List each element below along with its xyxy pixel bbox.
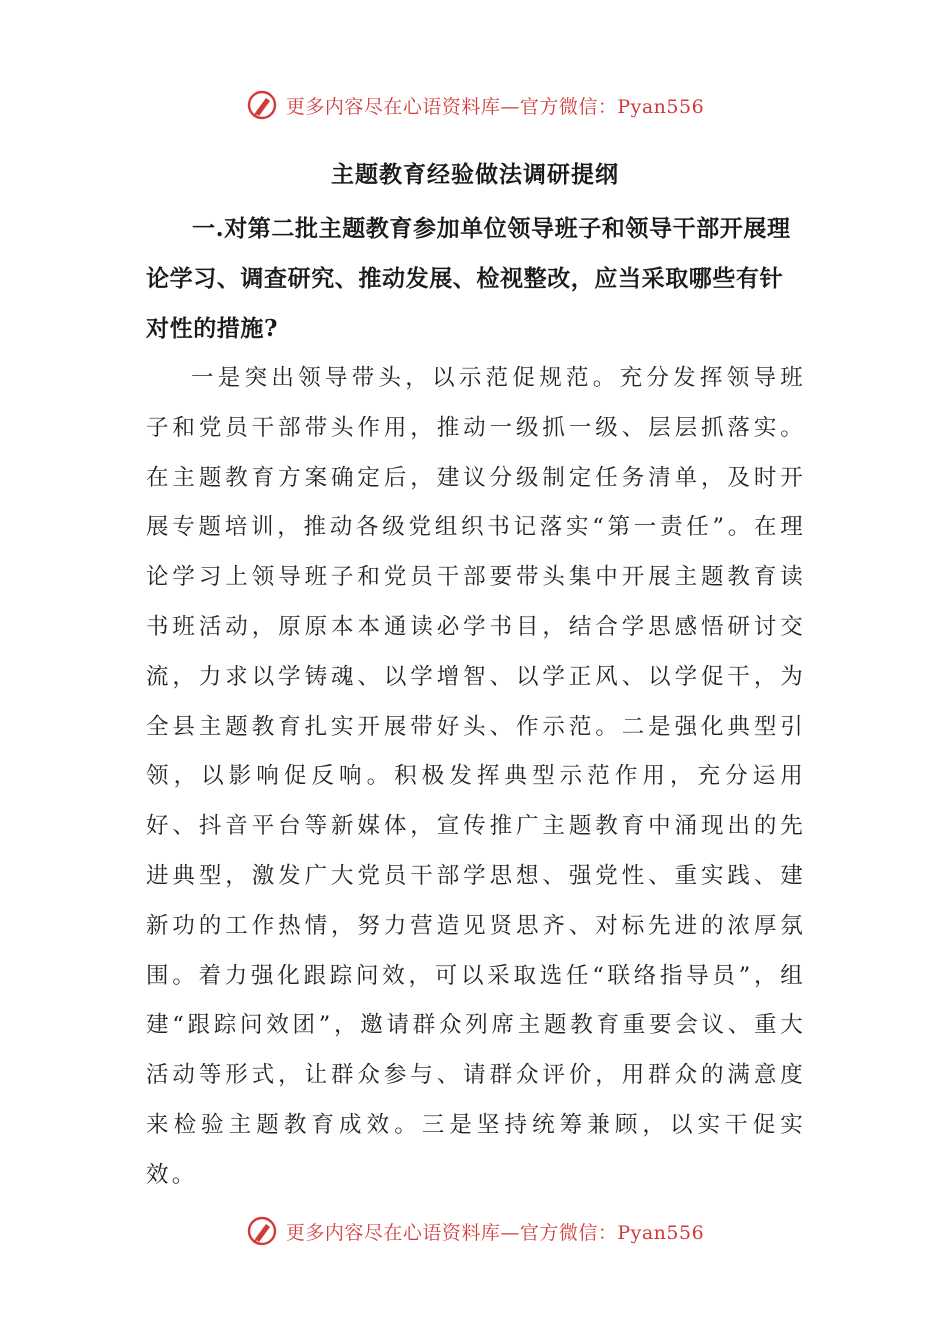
- document-title: 主题教育经验做法调研提纲: [331, 161, 619, 188]
- pen-logo-icon: [246, 89, 278, 121]
- watermark-header: [0, 88, 950, 122]
- body-paragraph: 一是突出领导带头，以示范促规范。充分发挥领导班子和党员干部带头作用，推动一级抓一级、层层抓落实。在主题教育方案确定后，建议分级制定任务清单，及时开展专题培训，推动各级党组织书记落实“第一责任”。在理论学习上领导班子和党员干部要带头集中开展主题教育读书班活动，原原本本通读必学书目，结合学思感悟研讨交流，力求以学铸魂、以学增智、以学正风、以学促干，为全县主题教育扎实开展带好头、作示范。二是强化典型引领，以影响促反响。积极发挥典型示范作用，充分运用好、抖音平台等新媒体，宣传推广主题教育中涌现出的先进典型，激发广大党员干部学思想、强党性、重实践、建新功的工作热情，努力营造见贤思齐、对标先进的浓厚氛围。着力强化跟踪问效，可以采取选任“联络指导员”，组建“跟踪问效团”，邀请群众列席主题教育重要会议、重大活动等形式，让群众参与、请群众评价，用群众的满意度来检验主题教育成效。三是坚持统筹兼顾，以实干促实效。: [146, 365, 806, 1188]
- watermark-footer: [0, 1214, 950, 1248]
- question-heading: 一.对第二批主题教育参加单位领导班子和领导干部开展理论学习、调查研究、推动发展、检视整改，应当采取哪些有针对性的措施?: [146, 215, 791, 342]
- watermark-text: 更多内容尽在心语资料库—官方微信：Pyan556: [285, 95, 705, 118]
- watermark-text: 更多内容尽在心语资料库—官方微信：Pyan556: [285, 1221, 705, 1244]
- pen-logo-icon: [246, 1215, 278, 1247]
